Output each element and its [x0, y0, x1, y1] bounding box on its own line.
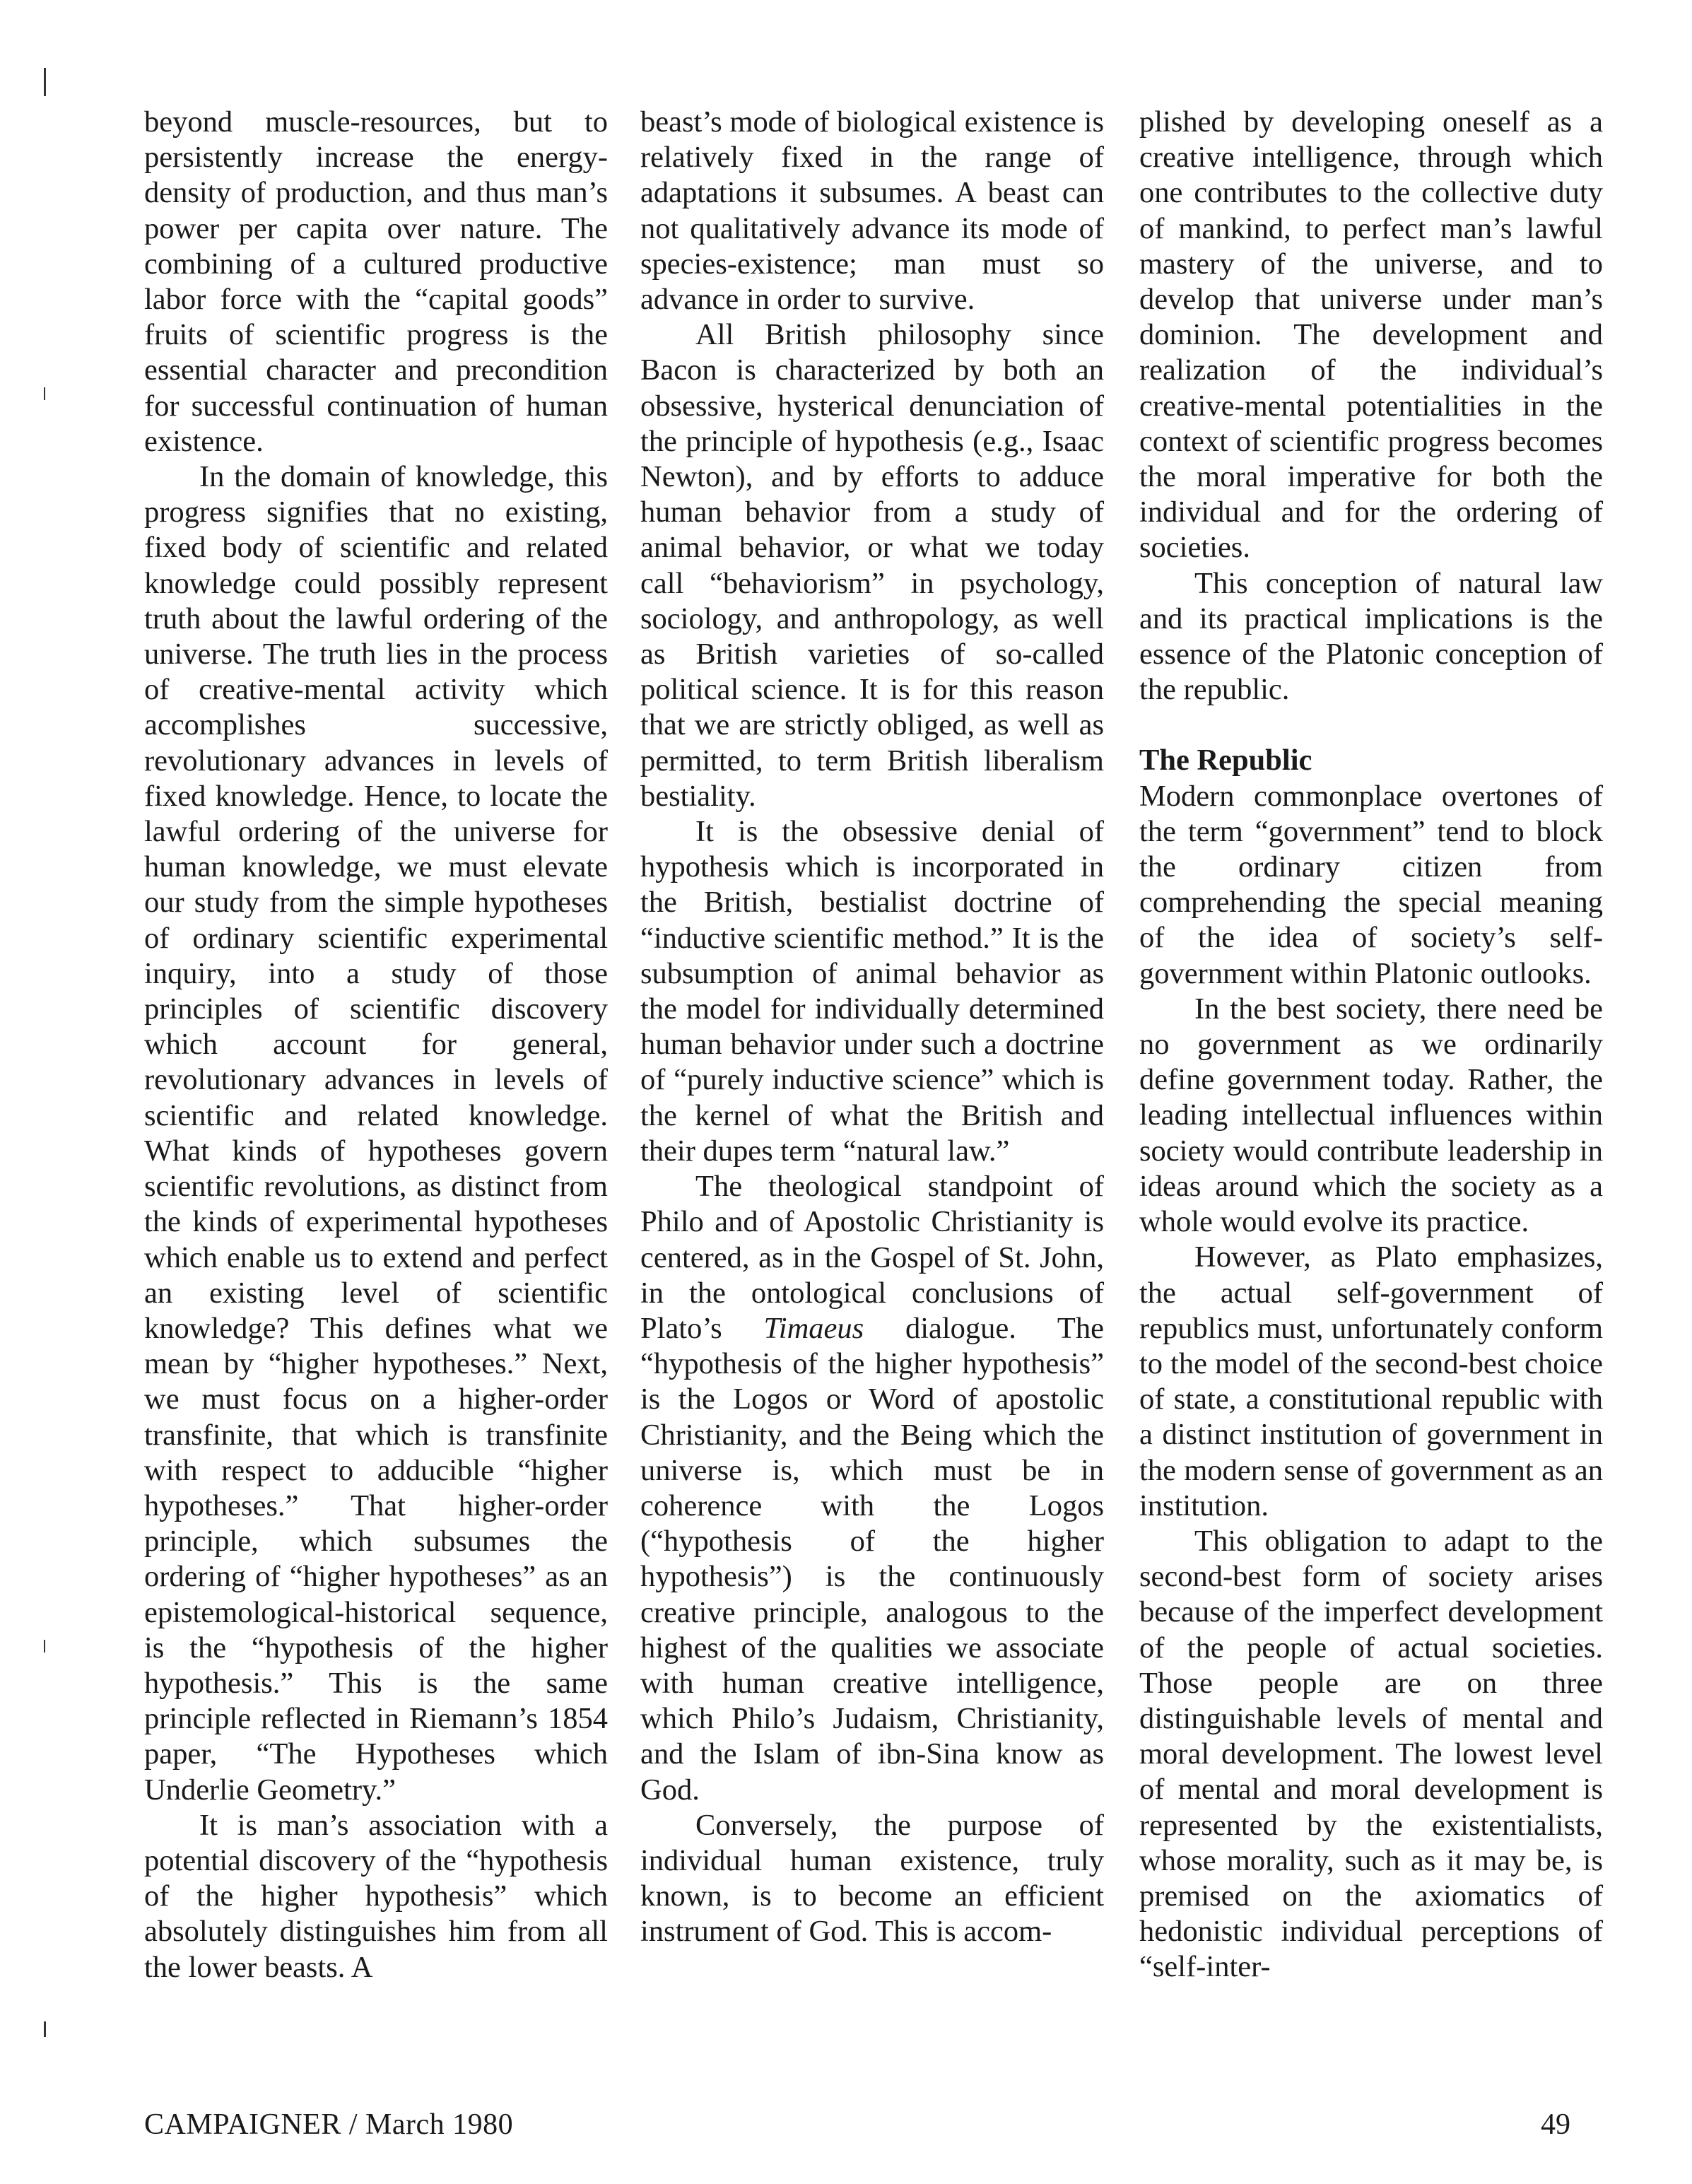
paragraph: All British philosophy since Bacon is characterized by both an obsessive, hysterical denunciation of the principle of hypothesis (e.g., Isaac Newton), and by efforts to adduce human behavior from a study of animal behavior, or what we today call “behaviorism” in psychology, sociology, and anthropology, as well as British varieties of so-called political science. It is for this reason that we are strictly obliged, as well as permitted, to term British liberalism bestiality.	[640, 318, 1104, 813]
paragraph: This conception of natural law and its practical implications is the essence of the Platonic conception of the republic.	[1139, 566, 1603, 707]
margin-mark	[44, 2021, 46, 2037]
paragraph: beast’s mode of biological existence is relatively fixed in the range of adaptations it subsumes. A beast can not qualitatively advance its mode of species-existence; man must so advance in order to survive.	[640, 105, 1104, 317]
paragraph: The theological standpoint of Philo and of Apostolic Christianity is centered, as in the Gospel of St. John, in the ontological conclusions of Plato’s Timaeus dialogue. The “hypothesis of the higher hypothesis” is the Logos or Word of apostolic Christianity, and the Being which the universe is, which must be in coherence with the Logos (“hypothesis of the higher hypothesis”) is the continuously creative principle, analogous to the highest of the qualities we associate with human creative intelligence, which Philo’s Judaism, Christianity, and the Islam of ibn-Sina know as God.	[640, 1170, 1104, 1807]
paragraph: It is man’s association with a potential discovery of the “hypothesis of the higher hypothesis” which absolutely distinguishes him from all the lower beasts. A	[144, 1808, 608, 1984]
text-column-1	[144, 105, 608, 1985]
paragraph: Conversely, the purpose of individual human existence, truly known, is to become an efficient instrument of God. This is accom-	[640, 1808, 1104, 1949]
page-number: 49	[1541, 2108, 1570, 2141]
paragraph: beyond muscle-resources, but to persistently increase the energy-density of production, and thus man’s power per capita over nature. The combining of a cultured productive labor force with the “capital goods” fruits of scientific progress is the essential character and precondition for successful continuation of human existence.	[144, 105, 608, 458]
margin-mark	[44, 68, 46, 96]
paragraph: In the domain of knowledge, this progress signifies that no existing, fixed body of scientific and related knowledge could possibly represent truth about the lawful ordering of the universe. The truth lies in the process of creative-mental activity which accomplishes successive, revolutionary advances in levels of fixed knowledge. Hence, to locate the lawful ordering of the universe for human knowledge, we must elevate our study from the simple hypotheses of ordinary scientific experimental inquiry, into a study of those principles of scientific discovery which account for general, revolutionary advances in levels of scientific and related knowledge. What kinds of hypotheses govern scientific revolutions, as distinct from the kinds of experimental hypotheses which enable us to extend and perfect an existing level of scientific knowledge? This defines what we mean by “higher hypotheses.” Next, we must focus on a higher-order transfinite, that which is transfinite with respect to adducible “higher hypotheses.” That higher-order principle, which subsumes the ordering of “higher hypotheses” as an epistemological-historical sequence, is the “hypothesis of the higher hypothesis.” This is the same principle reflected in Riemann’s 1854 paper, “The Hypotheses which Underlie Geometry.”	[144, 460, 608, 1807]
margin-mark	[44, 1640, 45, 1652]
footer-publication: CAMPAIGNER / March 1980	[144, 2108, 514, 2141]
italic-title: Timaeus	[763, 1311, 864, 1345]
text-column-2	[640, 105, 1104, 1950]
text-column-3	[1139, 105, 1603, 1985]
paragraph: However, as Plato emphasizes, the actual self-government of republics must, unfortunately conform to the model of the second-best choice of state, a constitutional republic with a distinct institution of government in the modern sense of government as an institution.	[1139, 1240, 1603, 1522]
paragraph: It is the obsessive denial of hypothesis which is incorporated in the British, bestialist doctrine of “inductive scientific method.” It is the subsumption of animal behavior as the model for individually determined human behavior under such a doctrine of “purely inductive science” which is the kernel of what the British and their dupes term “natural law.”	[640, 815, 1104, 1168]
section-heading: The Republic	[1139, 744, 1312, 777]
paragraph: Modern commonplace overtones of the term “government” tend to block the ordinary citizen from comprehending the special meaning of the idea of society’s self-government within Platonic outlooks.	[1139, 779, 1603, 990]
paragraph: plished by developing oneself as a creative intelligence, through which one contributes to the collective duty of mankind, to perfect man’s lawful mastery of the universe, and to develop that universe under man’s dominion. The development and realization of the individual’s creative-mental potentialities in the context of scientific progress becomes the moral imperative for both the individual and for the ordering of societies.	[1139, 105, 1603, 565]
paragraph: In the best society, there need be no government as we ordinarily define government today. Rather, the leading intellectual influences within society would contribute leadership in ideas around which the society as a whole would evolve its practice.	[1139, 992, 1603, 1239]
paragraph: This obligation to adapt to the second-best form of society arises because of the imperfect development of the people of actual societies. Those people are on three distinguishable levels of mental and moral development. The lowest level of mental and moral development is represented by the existentialists, whose morality, such as it may be, is premised on the axiomatics of hedonistic individual perceptions of “self-inter-	[1139, 1524, 1603, 1984]
margin-mark	[44, 387, 45, 400]
